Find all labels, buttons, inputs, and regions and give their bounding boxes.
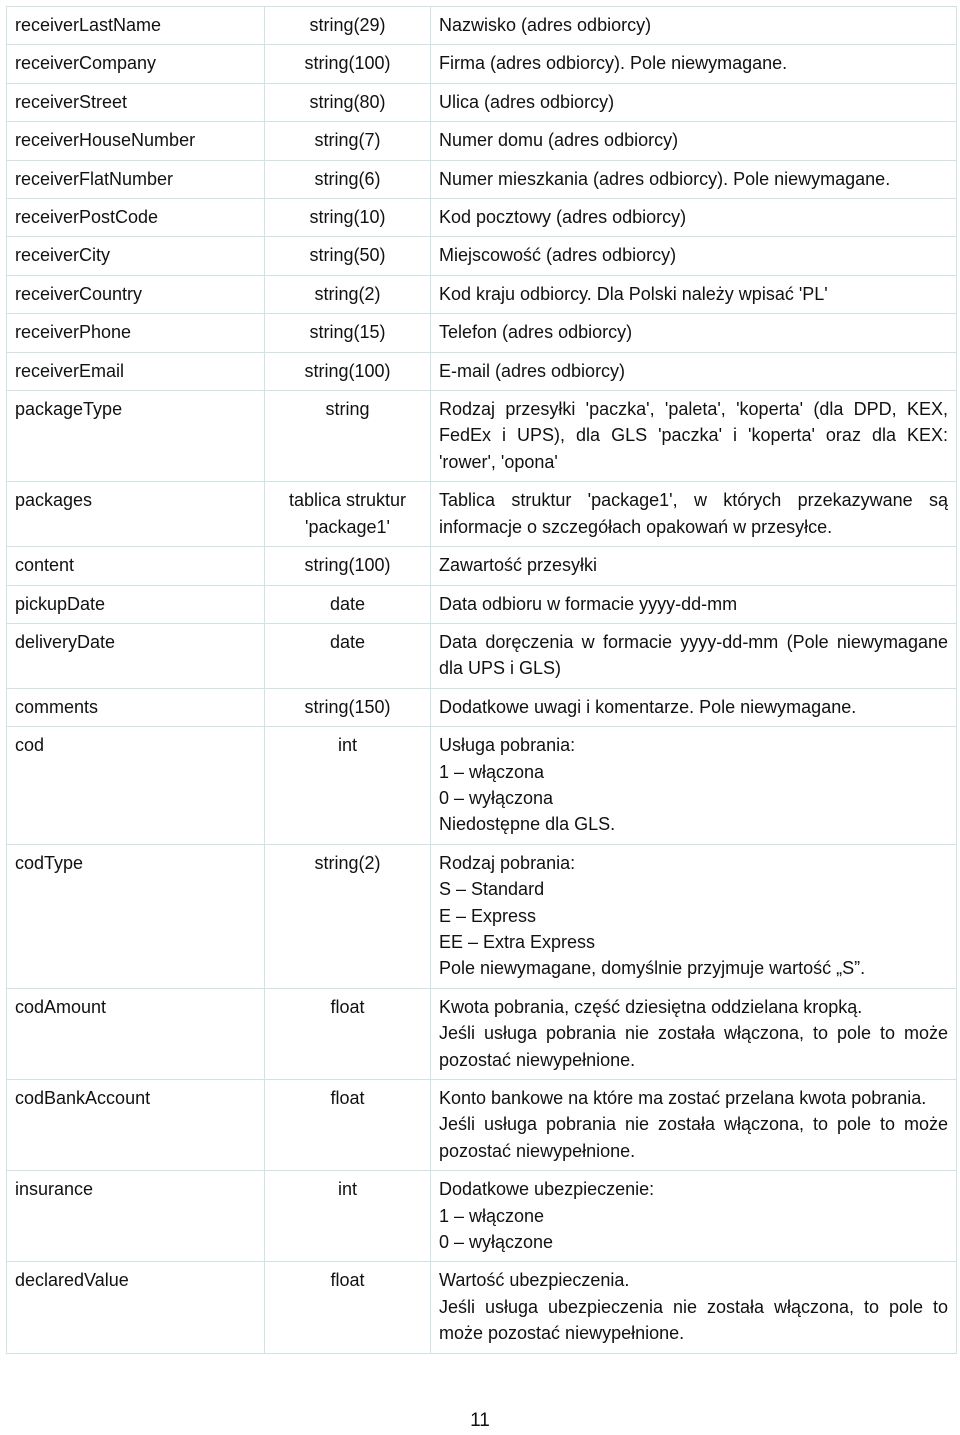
description-line: Dodatkowe ubezpieczenie:: [439, 1179, 655, 1200]
table-row: [7, 1262, 957, 1353]
field-type-cell: date: [265, 623, 431, 688]
description-line: Rodzaj pobrania:: [439, 852, 576, 873]
field-name-cell: codType: [7, 844, 265, 988]
field-name-cell: receiverStreet: [7, 83, 265, 121]
field-type-cell: string(100): [265, 352, 431, 390]
field-name-cell: receiverCity: [7, 237, 265, 275]
field-type-cell: float: [265, 1080, 431, 1171]
page-number: 11: [470, 1410, 490, 1431]
description-line: Usługa pobrania:: [439, 735, 576, 756]
field-description-cell: [431, 844, 957, 988]
field-description-cell: [431, 585, 957, 623]
field-description-cell: [431, 727, 957, 845]
field-name-cell: pickupDate: [7, 585, 265, 623]
field-type-cell: string(2): [265, 844, 431, 988]
description-line: 0 – wyłączona: [439, 787, 554, 808]
field-type-cell: tablica struktur 'package1': [265, 482, 431, 547]
field-type-cell: string(10): [265, 199, 431, 237]
table-row: [7, 237, 957, 275]
description-line: Jeśli usługa ubezpieczenia nie została włączona, to pole to może pozostać niewypełnione.: [439, 1296, 948, 1344]
description-line: Miejscowość (adres odbiorcy): [439, 245, 677, 266]
field-name-cell: receiverCountry: [7, 275, 265, 313]
field-description-cell: [431, 237, 957, 275]
description-line: Kod kraju odbiorcy. Dla Polski należy wpisać 'PL': [439, 283, 828, 304]
description-line: 1 – włączona: [439, 761, 545, 782]
description-line: Kod pocztowy (adres odbiorcy): [439, 207, 687, 228]
description-line: Niedostępne dla GLS.: [439, 814, 616, 835]
field-description-cell: [431, 275, 957, 313]
table-row: [7, 585, 957, 623]
field-description-cell: [431, 7, 957, 45]
field-description-cell: [431, 988, 957, 1079]
field-name-cell: receiverPostCode: [7, 199, 265, 237]
table-row: [7, 482, 957, 547]
description-line: Numer domu (adres odbiorcy): [439, 130, 679, 151]
description-line: S – Standard: [439, 879, 545, 900]
table-row: [7, 1171, 957, 1262]
field-name-cell: receiverEmail: [7, 352, 265, 390]
field-description-cell: [431, 688, 957, 726]
field-name-cell: deliveryDate: [7, 623, 265, 688]
field-description-cell: [431, 314, 957, 352]
field-name-cell: insurance: [7, 1171, 265, 1262]
description-line: Ulica (adres odbiorcy): [439, 91, 615, 112]
field-name-cell: packageType: [7, 391, 265, 482]
description-line: 0 – wyłączone: [439, 1232, 554, 1253]
field-description-cell: [431, 391, 957, 482]
field-type-cell: string(100): [265, 45, 431, 83]
field-type-cell: string(29): [265, 7, 431, 45]
table-row: [7, 122, 957, 160]
field-name-cell: receiverCompany: [7, 45, 265, 83]
field-type-cell: float: [265, 988, 431, 1079]
parameter-table-body: [7, 7, 957, 1354]
field-type-cell: float: [265, 1262, 431, 1353]
description-line: Telefon (adres odbiorcy): [439, 322, 633, 343]
field-description-cell: [431, 482, 957, 547]
table-row: [7, 1080, 957, 1171]
description-line: Wartość ubezpieczenia.: [439, 1270, 630, 1291]
description-line: EE – Extra Express: [439, 931, 596, 952]
field-description-cell: [431, 1262, 957, 1353]
field-type-cell: string(6): [265, 160, 431, 198]
parameter-table: [6, 6, 957, 1354]
table-row: [7, 547, 957, 585]
field-description-cell: [431, 547, 957, 585]
field-type-cell: string(50): [265, 237, 431, 275]
table-row: [7, 988, 957, 1079]
field-type-cell: string(80): [265, 83, 431, 121]
description-line: 1 – włączone: [439, 1205, 545, 1226]
description-line: Tablica struktur 'package1', w których przekazywane są informacje o szczegółach opakowań w przesyłce.: [439, 490, 948, 537]
table-row: [7, 623, 957, 688]
description-line: Nazwisko (adres odbiorcy): [439, 15, 652, 35]
field-name-cell: declaredValue: [7, 1262, 265, 1353]
field-description-cell: [431, 1080, 957, 1171]
table-row: [7, 160, 957, 198]
table-row: [7, 7, 957, 45]
description-line: Dodatkowe uwagi i komentarze. Pole niewymagane.: [439, 696, 857, 717]
field-type-cell: int: [265, 1171, 431, 1262]
field-description-cell: [431, 160, 957, 198]
field-description-cell: [431, 122, 957, 160]
field-description-cell: [431, 199, 957, 237]
field-name-cell: codAmount: [7, 988, 265, 1079]
description-line: Data doręczenia w formacie yyyy-dd-mm (Pole niewymagane dla UPS i GLS): [439, 631, 948, 679]
field-type-cell: string(15): [265, 314, 431, 352]
field-description-cell: [431, 352, 957, 390]
field-name-cell: receiverFlatNumber: [7, 160, 265, 198]
field-type-cell: string(2): [265, 275, 431, 313]
table-row: [7, 352, 957, 390]
table-row: [7, 391, 957, 482]
field-name-cell: comments: [7, 688, 265, 726]
table-row: [7, 727, 957, 845]
description-line: Kwota pobrania, część dziesiętna oddzielana kropką.: [439, 996, 863, 1017]
table-row: [7, 844, 957, 988]
description-line: Zawartość przesyłki: [439, 555, 598, 576]
field-name-cell: receiverPhone: [7, 314, 265, 352]
table-row: [7, 688, 957, 726]
table-row: [7, 83, 957, 121]
description-line: Jeśli usługa pobrania nie została włączona, to pole to może pozostać niewypełnione.: [439, 1114, 948, 1161]
description-line: E-mail (adres odbiorcy): [439, 360, 626, 381]
table-row: [7, 275, 957, 313]
table-row: [7, 45, 957, 83]
description-line: Jeśli usługa pobrania nie została włączona, to pole to może pozostać niewypełnione.: [439, 1023, 948, 1070]
description-line: Numer mieszkania (adres odbiorcy). Pole niewymagane.: [439, 168, 891, 189]
description-line: Konto bankowe na które ma zostać przelana kwota pobrania.: [439, 1088, 927, 1108]
table-row: [7, 314, 957, 352]
description-line: E – Express: [439, 905, 537, 926]
field-name-cell: content: [7, 547, 265, 585]
field-type-cell: string: [265, 391, 431, 482]
table-row: [7, 199, 957, 237]
field-type-cell: string(7): [265, 122, 431, 160]
description-line: Rodzaj przesyłki 'paczka', 'paleta', 'koperta' (dla DPD, KEX, FedEx i UPS), dla GLS 'paczka' i 'koperta' oraz dla KEX: 'rower', 'opona': [439, 399, 948, 472]
description-line: Pole niewymagane, domyślnie przyjmuje wartość „S”.: [439, 958, 866, 979]
field-type-cell: date: [265, 585, 431, 623]
description-line: Firma (adres odbiorcy). Pole niewymagane.: [439, 53, 788, 74]
field-type-cell: int: [265, 727, 431, 845]
field-name-cell: cod: [7, 727, 265, 845]
field-name-cell: receiverLastName: [7, 7, 265, 45]
field-name-cell: codBankAccount: [7, 1080, 265, 1171]
field-name-cell: packages: [7, 482, 265, 547]
field-description-cell: [431, 1171, 957, 1262]
field-description-cell: [431, 623, 957, 688]
field-type-cell: string(150): [265, 688, 431, 726]
field-description-cell: [431, 83, 957, 121]
description-line: Data odbioru w formacie yyyy-dd-mm: [439, 593, 738, 614]
field-description-cell: [431, 45, 957, 83]
field-name-cell: receiverHouseNumber: [7, 122, 265, 160]
field-type-cell: string(100): [265, 547, 431, 585]
